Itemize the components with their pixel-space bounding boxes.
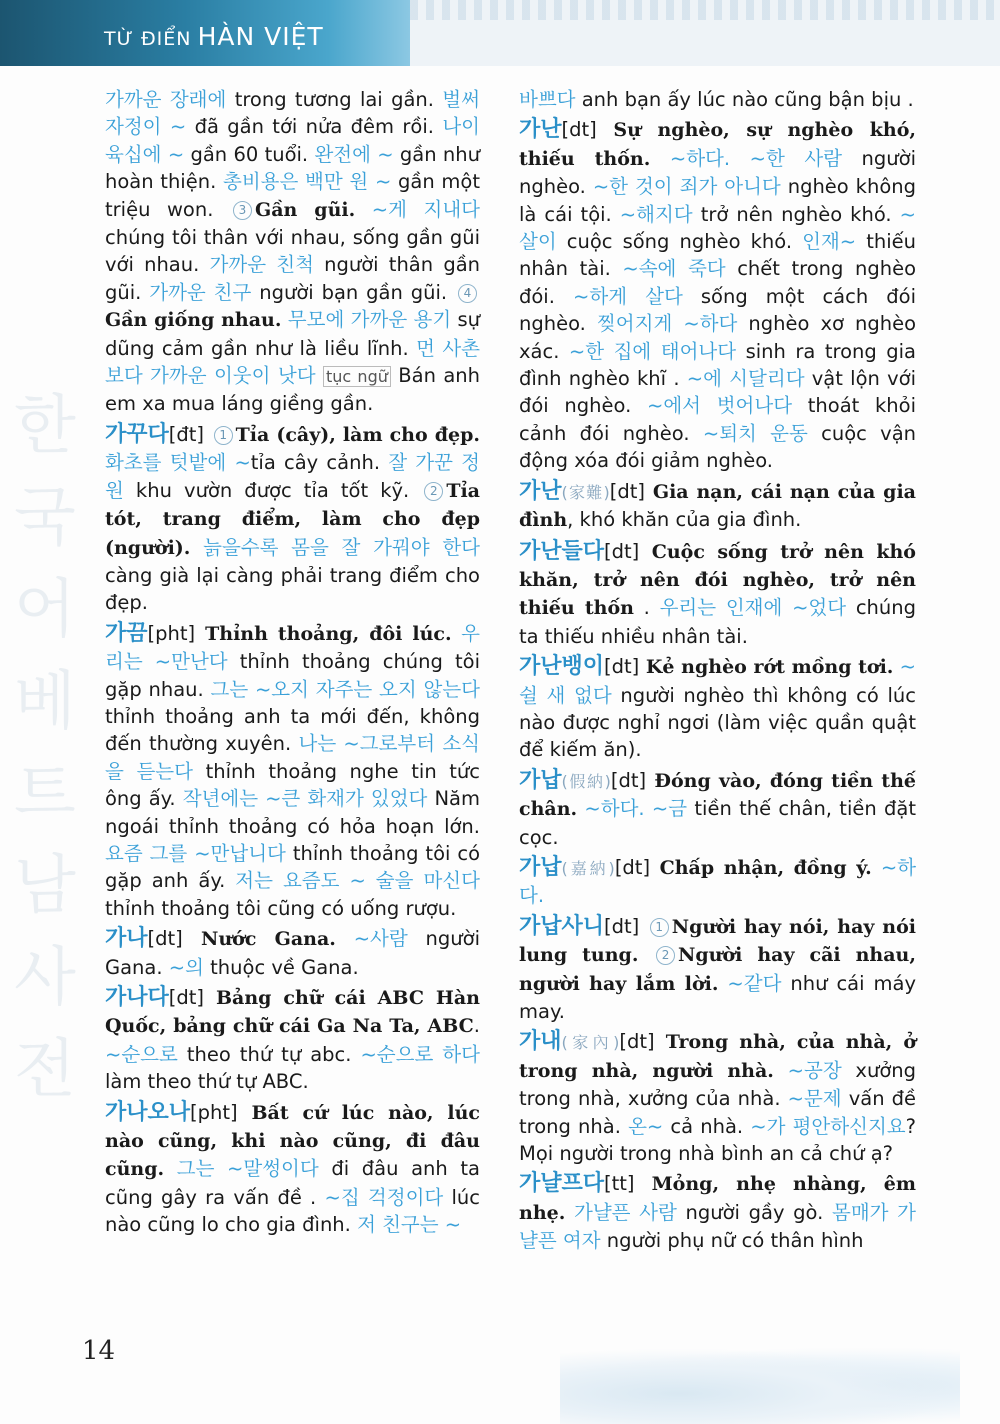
korean-example: 나이 육십에 ~ bbox=[105, 115, 480, 166]
korean-example: 찢어지게 ~하다 bbox=[596, 312, 738, 336]
korean-example: 먼 사촌보다 가까운 이웃이 낫다 bbox=[105, 336, 480, 388]
headword: 가나다 bbox=[105, 985, 169, 1010]
translation: người thân gần gũi. bbox=[105, 253, 480, 304]
definition: Cuộc sống trở nên khó khăn, trở nên đói nghèo, trở nên thiếu thốn bbox=[519, 540, 916, 620]
definition: Mỏng, nhẹ nhàng, êm nhẹ. bbox=[519, 1173, 916, 1224]
translation: anh bạn ấy lúc nào cũng bận bịu . bbox=[575, 88, 914, 111]
korean-example: 무모에 가까운 용기 bbox=[281, 308, 452, 332]
part-of-speech: [dt] bbox=[604, 539, 640, 563]
definition: Đóng vào, đóng tiền thế chân. bbox=[519, 769, 916, 821]
korean-example: ~게 지내다 bbox=[355, 197, 480, 221]
definition: Tỉa tót, trang điểm, làm cho đẹp (người). bbox=[105, 479, 480, 559]
translation: người bạn gần gũi. bbox=[251, 280, 455, 304]
dictionary-entry bbox=[105, 620, 480, 922]
part-of-speech: [dt] bbox=[614, 855, 651, 879]
translation: sống một cách đói nghèo. bbox=[519, 284, 917, 336]
dictionary-entry bbox=[105, 984, 480, 1096]
korean-example: ~퇴치 운동 bbox=[702, 421, 808, 445]
dictionary-entry bbox=[105, 925, 480, 981]
korean-example: ~해지다 bbox=[619, 202, 693, 226]
translation: tỉa cây cảnh. bbox=[250, 451, 389, 475]
sense-number-icon: 4 bbox=[458, 284, 477, 303]
translation: như cái máy may. bbox=[519, 971, 916, 1023]
translation: đã gần tới nửa đêm rồi. bbox=[186, 115, 443, 139]
translation: sinh ra trong gia đình nghèo khĩ . bbox=[519, 339, 916, 391]
part-of-speech: [pht] bbox=[147, 621, 196, 645]
translation: gần như hoàn thiện. bbox=[105, 142, 480, 194]
sense-number-icon: 2 bbox=[656, 946, 675, 965]
headword: 가냘프다 bbox=[519, 1171, 605, 1197]
definition: Nước Gana. bbox=[182, 928, 336, 951]
translation: thỉnh thoảng anh ta mới đến, không đến thường xuyên. bbox=[105, 704, 480, 756]
definition: Chấp nhận, đồng ý. bbox=[650, 856, 872, 879]
translation: . bbox=[473, 1014, 480, 1038]
book-title-small: TỪ ĐIỂN bbox=[104, 28, 192, 50]
korean-example: 가까운 친구 bbox=[149, 280, 252, 304]
korean-example: 인재~ bbox=[802, 230, 857, 254]
korean-example: ~에 시달리다 bbox=[686, 367, 805, 391]
part-of-speech: [dt] bbox=[561, 118, 597, 142]
headword: 가납 bbox=[519, 767, 562, 793]
translation: thuộc về Gana. bbox=[203, 955, 359, 979]
definition: Bất cứ lúc nào, lúc nào cũng, khi nào cũng, đi đâu cũng. bbox=[105, 1101, 480, 1181]
definition: Người hay cãi nhau, người hay lắm lời. bbox=[519, 944, 916, 995]
korean-example: 늙을수록 몸을 잘 가꿔야 한다 bbox=[190, 535, 480, 559]
translation: chết trong nghèo đói. bbox=[519, 257, 916, 308]
dictionary-entry bbox=[519, 1170, 916, 1254]
korean-example: 가까운 친척 bbox=[209, 253, 314, 277]
translation: đi đâu anh ta cũng gây ra vấn đề . bbox=[105, 1157, 480, 1209]
sense-number-icon: 1 bbox=[650, 918, 669, 937]
translation: gần một triệu won. bbox=[105, 170, 481, 221]
translation: Bán anh em xa mua láng giềng gần. bbox=[105, 364, 481, 416]
translation: , khó khăn của gia đình. bbox=[567, 508, 802, 532]
translation: cả nhà. bbox=[663, 1114, 751, 1138]
usage-tag: tục ngữ bbox=[323, 366, 391, 387]
dictionary-entry bbox=[519, 653, 916, 764]
translation: người gầy gò. bbox=[676, 1200, 832, 1224]
headword: 가끔 bbox=[105, 620, 148, 646]
headword: 가난뱅이 bbox=[519, 654, 605, 680]
translation: cuộc sống nghèo khó. bbox=[556, 230, 803, 254]
korean-example: 우리는 ~만난다 bbox=[105, 621, 480, 674]
headword: 가나오나 bbox=[105, 1099, 191, 1125]
translation: nghèo xơ nghèo xác. bbox=[519, 312, 917, 363]
book-title bbox=[104, 22, 324, 51]
dictionary-entry bbox=[105, 1099, 480, 1239]
part-of-speech: [dt] bbox=[610, 768, 647, 792]
korean-example: ~의 bbox=[168, 955, 204, 979]
dictionary-entry bbox=[519, 913, 916, 1026]
definition: Gần gũi. bbox=[254, 198, 356, 221]
korean-example: ~가 평안하신지요 bbox=[750, 1114, 906, 1138]
translation: vấn đề trong nhà. bbox=[519, 1087, 916, 1138]
translation: thỉnh thoảng tôi cũng có uống rượu. bbox=[105, 896, 457, 920]
korean-example: 화초를 텃밭에 ~ bbox=[105, 451, 251, 475]
sense-number-icon: 2 bbox=[424, 482, 443, 501]
hanja: (家難) bbox=[561, 482, 610, 502]
headword: 가난 bbox=[519, 478, 562, 504]
korean-example: ~에서 벗어나다 bbox=[647, 394, 793, 418]
korean-example: 요즘 그를 ~만납니다 bbox=[105, 841, 286, 865]
korean-example: 총비용은 백만 원 ~ bbox=[223, 170, 392, 194]
definition: Bảng chữ cái ABC Hàn Quốc, bảng chữ cái Ga Na Ta, ABC bbox=[105, 987, 480, 1038]
translation: người Gana. bbox=[105, 927, 480, 979]
dictionary-entry bbox=[519, 767, 916, 851]
korean-example: ~한 집에 태어나다 bbox=[568, 339, 737, 363]
korean-example: ~속에 죽다 bbox=[622, 257, 726, 281]
translation: thiếu nhân tài. bbox=[519, 230, 917, 281]
translation: xưởng trong nhà, xưởng của nhà. bbox=[519, 1058, 916, 1111]
translation: lúc nào cũng lo cho gia đình. bbox=[105, 1185, 480, 1237]
definition: Kẻ nghèo rớt mồng tơi. bbox=[639, 656, 894, 679]
translation: người nghèo thì không có lúc nào được nghỉ ngơi (làm việc quần quật để kiếm ăn). bbox=[519, 683, 916, 762]
translation: Năm ngoái thỉnh thoảng có hỏa hoạn lớn. bbox=[105, 787, 480, 838]
korean-example: 나는 ~그로부터 소식을 듣는다 bbox=[105, 732, 480, 783]
korean-example: 작년에는 ~큰 화재가 있었다 bbox=[182, 787, 428, 811]
entry-continuation bbox=[105, 86, 480, 418]
korean-example: ~하다. bbox=[519, 855, 916, 908]
korean-example: 가까운 장래에 bbox=[105, 88, 227, 111]
headword: 가나 bbox=[105, 926, 148, 952]
korean-example: 벌써 자정이 ~ bbox=[105, 88, 480, 139]
korean-example: ~문제 bbox=[787, 1087, 842, 1111]
translation: . bbox=[633, 596, 660, 620]
korean-example: 몸매가 가냘픈 여자 bbox=[519, 1200, 916, 1253]
sense-number-icon: 3 bbox=[233, 201, 252, 220]
dictionary-entry bbox=[519, 1028, 916, 1167]
translation: tiền thế chân, tiền đặt cọc. bbox=[519, 797, 916, 849]
korean-example: 그는 ~오지 자주는 오지 않는다 bbox=[210, 677, 480, 701]
hanja: (假納) bbox=[561, 771, 611, 791]
korean-example: ~하다. ~금 bbox=[577, 797, 688, 821]
korean-example: ~같다 bbox=[718, 971, 782, 995]
korean-example: 완전에 ~ bbox=[314, 142, 394, 166]
definition: Người hay nói, hay nói lung tung. bbox=[519, 915, 917, 967]
definition: Sự nghèo, sự nghèo khó, thiếu thốn. bbox=[519, 119, 916, 170]
header-pattern bbox=[410, 0, 1000, 20]
part-of-speech: [dt] bbox=[168, 986, 205, 1009]
translation: chúng ta thiếu nhiều nhân tài. bbox=[519, 596, 916, 648]
headword: 가난 bbox=[519, 117, 562, 143]
headword: 가꾸다 bbox=[105, 421, 169, 447]
headword: 가내 bbox=[519, 1029, 562, 1055]
translation: chúng tôi thân với nhau, sống gần gũi với nhau. bbox=[105, 226, 480, 277]
book-title-big: HÀN VIỆT bbox=[197, 22, 324, 51]
translation: người nghèo. bbox=[519, 146, 916, 199]
hanja: (嘉納) bbox=[561, 858, 615, 878]
korean-example: ~하다. ~한 사람 bbox=[650, 146, 843, 170]
korean-example: 가냘픈 사람 bbox=[565, 1200, 677, 1224]
translation: vật lộn với đói nghèo. bbox=[519, 367, 916, 418]
page-number: 14 bbox=[82, 1336, 116, 1366]
definition: Trong nhà, của nhà, ở trong nhà, người nhà. bbox=[519, 1031, 916, 1082]
definition: Gia nạn, cái nạn của gia đình bbox=[519, 480, 916, 532]
korean-example: ~순으로 bbox=[105, 1042, 178, 1066]
definition: Thỉnh thoảng, đôi lúc. bbox=[195, 622, 452, 645]
korean-example: ~순으로 하다 bbox=[360, 1042, 480, 1066]
sense-number-icon: 1 bbox=[214, 426, 233, 445]
korean-example: ~사람 bbox=[335, 927, 408, 951]
korean-example: 잘 가꾼 정원 bbox=[105, 451, 481, 502]
left-column bbox=[105, 86, 480, 1242]
cloud-decoration bbox=[560, 1348, 960, 1424]
part-of-speech: [tt] bbox=[604, 1172, 635, 1196]
part-of-speech: [đt] bbox=[168, 422, 205, 446]
definition: Tỉa (cây), làm cho đẹp. bbox=[235, 423, 480, 446]
dictionary-entry bbox=[519, 478, 916, 535]
translation: cuộc vận động xóa đói giảm nghèo. bbox=[519, 421, 916, 473]
part-of-speech: [dt] bbox=[147, 927, 183, 951]
translation: người phụ nữ có thân hình bbox=[600, 1229, 864, 1253]
korean-example: 그는 ~말썽이다 bbox=[164, 1157, 319, 1181]
headword: 가납사니 bbox=[519, 913, 605, 939]
translation: thoát khỏi cảnh đói nghèo. bbox=[519, 394, 916, 445]
korean-example: ~하게 살다 bbox=[573, 284, 683, 308]
right-column bbox=[519, 86, 916, 1258]
korean-example: 저는 요즘도 ~ 술을 마신다 bbox=[235, 869, 480, 893]
translation: thỉnh thoảng tôi có gặp anh ấy. bbox=[105, 841, 480, 893]
part-of-speech: [pht] bbox=[190, 1100, 238, 1124]
part-of-speech: [dt] bbox=[604, 914, 640, 938]
dictionary-entry bbox=[105, 421, 480, 617]
translation: thỉnh thoảng nghe tin tức ông ấy. bbox=[105, 759, 481, 811]
headword: 가납 bbox=[519, 854, 562, 880]
korean-example: ~집 걱정이다 bbox=[324, 1185, 444, 1209]
korean-example: 우리는 인재에 ~었다 bbox=[659, 596, 847, 620]
korean-example: ~한 것이 죄가 아니다 bbox=[592, 175, 781, 199]
entry-continuation bbox=[519, 86, 916, 113]
part-of-speech: [dt] bbox=[609, 479, 645, 503]
headword: 가난들다 bbox=[519, 538, 605, 564]
dictionary-entry bbox=[519, 116, 916, 474]
page-header bbox=[0, 0, 1000, 66]
watermark-decoration: 한 국 어 베 트 남 사 전 bbox=[14, 389, 76, 1107]
dictionary-entry bbox=[519, 538, 916, 651]
translation: trở nên nghèo khó. bbox=[692, 202, 900, 226]
translation: nghèo không là cái tội. bbox=[519, 175, 916, 226]
hanja: (家內) bbox=[561, 1033, 620, 1053]
translation: theo thứ tự abc. bbox=[177, 1042, 361, 1066]
dictionary-entry bbox=[519, 854, 916, 910]
korean-example: 바쁘다 bbox=[519, 88, 576, 111]
translation: khu vườn được tỉa tốt kỹ. bbox=[123, 478, 422, 502]
translation: trong tương lai gần. bbox=[226, 88, 443, 111]
definition: Gần giống nhau. bbox=[105, 309, 282, 332]
translation: làm theo thứ tự ABC. bbox=[105, 1070, 309, 1094]
korean-example: ~공장 bbox=[773, 1058, 842, 1082]
korean-example: ~살이 bbox=[519, 202, 916, 254]
translation: thỉnh thoảng chúng tôi gặp nhau. bbox=[105, 650, 480, 701]
part-of-speech: [dt] bbox=[604, 655, 640, 679]
part-of-speech: [dt] bbox=[619, 1030, 655, 1054]
translation: càng già lại càng phải trang điểm cho đẹp. bbox=[105, 563, 480, 615]
translation: sự dũng cảm gần như là liều lĩnh. bbox=[105, 308, 480, 360]
korean-example: ~쉴 새 없다 bbox=[519, 655, 916, 707]
translation: gần 60 tuổi. bbox=[184, 142, 315, 166]
korean-example: 온~ bbox=[628, 1114, 664, 1138]
translation: ? Mọi người trong nhà bình an cả chứ ạ? bbox=[519, 1114, 916, 1166]
korean-example: 저 친구는 ~ bbox=[357, 1213, 462, 1237]
